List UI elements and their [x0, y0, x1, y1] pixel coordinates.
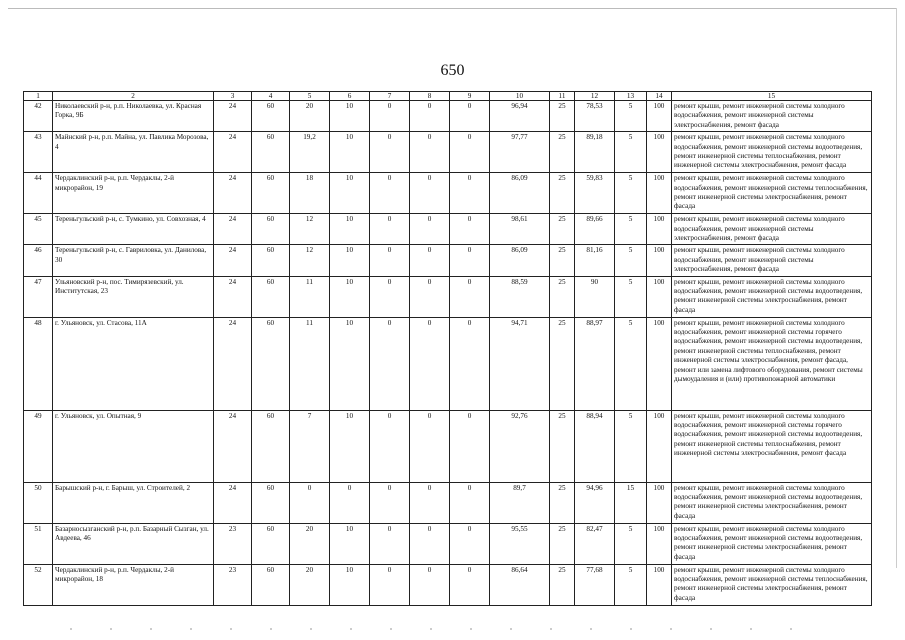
works-cell: ремонт крыши, ремонт инженерной системы холодного водоснабжения, ремонт инженерной системы электроснабжения, ремонт фасада	[672, 214, 872, 245]
value-cell: 20	[290, 523, 330, 564]
value-cell: 0	[450, 523, 490, 564]
value-cell: 15	[615, 482, 647, 523]
value-cell: 0	[370, 410, 410, 482]
value-cell: 0	[410, 482, 450, 523]
value-cell: 86,09	[490, 173, 550, 214]
works-cell: ремонт крыши, ремонт инженерной системы холодного водоснабжения, ремонт инженерной системы водоотведения, ремонт инженерной системы электроснабжения, ремонт фасада	[672, 523, 872, 564]
value-cell: 0	[410, 276, 450, 317]
address-cell: Базарносызганский р-н, р.п. Базарный Сызган, ул. Авдеева, 46	[53, 523, 214, 564]
page-number: 650	[440, 62, 465, 79]
value-cell: 100	[647, 523, 672, 564]
column-header: 12	[575, 92, 615, 101]
value-cell: 60	[252, 173, 290, 214]
value-cell: 10	[330, 523, 370, 564]
value-cell: 24	[214, 101, 252, 132]
value-cell: 10	[330, 214, 370, 245]
scan-artifact-line	[70, 628, 830, 630]
value-cell: 100	[647, 132, 672, 173]
value-cell: 100	[647, 276, 672, 317]
table-row	[24, 173, 872, 214]
value-cell: 92,76	[490, 410, 550, 482]
value-cell: 0	[450, 276, 490, 317]
value-cell: 5	[615, 214, 647, 245]
value-cell: 5	[615, 173, 647, 214]
value-cell: 25	[550, 245, 575, 276]
value-cell: 100	[647, 101, 672, 132]
value-cell: 42	[24, 101, 53, 132]
value-cell: 0	[330, 482, 370, 523]
value-cell: 60	[252, 564, 290, 605]
address-cell: Николаевский р-н, р.п. Николаевка, ул. Красная Горка, 9Б	[53, 101, 214, 132]
works-cell: ремонт крыши, ремонт инженерной системы холодного водоснабжения, ремонт инженерной системы водоотведения, ремонт инженерной системы электроснабжения, ремонт фасада	[672, 276, 872, 317]
value-cell: 0	[450, 173, 490, 214]
value-cell: 12	[290, 245, 330, 276]
address-cell: Тереньгульский р-н, с. Тумкино, ул. Совхозная, 4	[53, 214, 214, 245]
table-row	[24, 214, 872, 245]
value-cell: 52	[24, 564, 53, 605]
address-cell: Барышский р-н, г. Барыш, ул. Строителей, 2	[53, 482, 214, 523]
column-header: 10	[490, 92, 550, 101]
value-cell: 100	[647, 173, 672, 214]
address-cell: Майнский р-н, р.п. Майна, ул. Павлика Морозова, 4	[53, 132, 214, 173]
column-header: 15	[672, 92, 872, 101]
value-cell: 0	[410, 410, 450, 482]
value-cell: 10	[330, 245, 370, 276]
value-cell: 10	[330, 101, 370, 132]
value-cell: 60	[252, 482, 290, 523]
value-cell: 46	[24, 245, 53, 276]
value-cell: 5	[615, 410, 647, 482]
value-cell: 0	[370, 214, 410, 245]
value-cell: 20	[290, 101, 330, 132]
value-cell: 97,77	[490, 132, 550, 173]
value-cell: 81,16	[575, 245, 615, 276]
works-cell: ремонт крыши, ремонт инженерной системы холодного водоснабжения, ремонт инженерной системы теплоснабжения, ремонт инженерной системы электроснабжения, ремонт фасада	[672, 173, 872, 214]
value-cell: 0	[450, 410, 490, 482]
value-cell: 60	[252, 214, 290, 245]
works-cell: ремонт крыши, ремонт инженерной системы холодного водоснабжения, ремонт инженерной системы электроснабжения, ремонт фасада	[672, 101, 872, 132]
value-cell: 10	[330, 564, 370, 605]
value-cell: 51	[24, 523, 53, 564]
value-cell: 100	[647, 410, 672, 482]
value-cell: 25	[550, 101, 575, 132]
value-cell: 10	[330, 276, 370, 317]
column-header: 14	[647, 92, 672, 101]
column-header: 13	[615, 92, 647, 101]
value-cell: 24	[214, 482, 252, 523]
value-cell: 25	[550, 482, 575, 523]
value-cell: 94,71	[490, 317, 550, 410]
value-cell: 5	[615, 523, 647, 564]
value-cell: 0	[370, 101, 410, 132]
value-cell: 0	[370, 245, 410, 276]
value-cell: 100	[647, 564, 672, 605]
value-cell: 24	[214, 410, 252, 482]
value-cell: 0	[450, 132, 490, 173]
page-top-border	[8, 8, 896, 9]
value-cell: 49	[24, 410, 53, 482]
works-cell: ремонт крыши, ремонт инженерной системы холодного водоснабжения, ремонт инженерной системы горячего водоснабжения, ремонт инженерной системы водоотведения, ремонт инженерной системы теплоснабжения, ремонт инженерной системы электроснабжения, ремонт фасада	[672, 410, 872, 482]
works-cell: ремонт крыши, ремонт инженерной системы холодного водоснабжения, ремонт инженерной системы горячего водоснабжения, ремонт инженерной системы водоотведения, ремонт инженерной системы теплоснабжения, ремонт инженерной системы электроснабжения, ремонт фасада, ремонт или замена лифтового оборудования, ремонт системы дымоудаления и (или) противопожарной автоматики	[672, 317, 872, 410]
value-cell: 5	[615, 317, 647, 410]
value-cell: 60	[252, 132, 290, 173]
column-header: 9	[450, 92, 490, 101]
value-cell: 100	[647, 214, 672, 245]
value-cell: 18	[290, 173, 330, 214]
value-cell: 86,09	[490, 245, 550, 276]
table-row	[24, 276, 872, 317]
value-cell: 48	[24, 317, 53, 410]
column-header: 4	[252, 92, 290, 101]
value-cell: 96,94	[490, 101, 550, 132]
value-cell: 24	[214, 132, 252, 173]
value-cell: 20	[290, 564, 330, 605]
value-cell: 0	[410, 564, 450, 605]
page-right-border	[896, 8, 897, 568]
value-cell: 78,53	[575, 101, 615, 132]
value-cell: 89,7	[490, 482, 550, 523]
value-cell: 100	[647, 317, 672, 410]
value-cell: 5	[615, 276, 647, 317]
value-cell: 0	[450, 482, 490, 523]
value-cell: 94,96	[575, 482, 615, 523]
value-cell: 5	[615, 564, 647, 605]
value-cell: 0	[370, 132, 410, 173]
table-row	[24, 523, 872, 564]
value-cell: 10	[330, 317, 370, 410]
value-cell: 25	[550, 317, 575, 410]
table-row	[24, 410, 872, 482]
value-cell: 0	[370, 482, 410, 523]
value-cell: 0	[290, 482, 330, 523]
value-cell: 25	[550, 276, 575, 317]
value-cell: 5	[615, 245, 647, 276]
address-cell: Ульяновский р-н, пос. Тимирязевский, ул. Институтская, 23	[53, 276, 214, 317]
address-cell: Чердаклинский р-н, р.п. Чердаклы, 2-й микрорайон, 18	[53, 564, 214, 605]
table-row	[24, 101, 872, 132]
value-cell: 25	[550, 214, 575, 245]
value-cell: 95,55	[490, 523, 550, 564]
value-cell: 12	[290, 214, 330, 245]
value-cell: 88,97	[575, 317, 615, 410]
value-cell: 98,61	[490, 214, 550, 245]
value-cell: 0	[370, 276, 410, 317]
value-cell: 60	[252, 523, 290, 564]
value-cell: 50	[24, 482, 53, 523]
table-row	[24, 482, 872, 523]
address-cell: Чердаклинский р-н, р.п. Чердаклы, 2-й микрорайон, 19	[53, 173, 214, 214]
value-cell: 0	[370, 173, 410, 214]
column-header: 7	[370, 92, 410, 101]
value-cell: 60	[252, 245, 290, 276]
column-header: 8	[410, 92, 450, 101]
value-cell: 0	[410, 317, 450, 410]
value-cell: 0	[450, 245, 490, 276]
column-header: 1	[24, 92, 53, 101]
value-cell: 0	[410, 132, 450, 173]
value-cell: 0	[450, 101, 490, 132]
value-cell: 88,94	[575, 410, 615, 482]
value-cell: 0	[370, 523, 410, 564]
value-cell: 60	[252, 276, 290, 317]
works-cell: ремонт крыши, ремонт инженерной системы холодного водоснабжения, ремонт инженерной системы электроснабжения, ремонт фасада	[672, 245, 872, 276]
value-cell: 100	[647, 482, 672, 523]
table-row	[24, 245, 872, 276]
value-cell: 44	[24, 173, 53, 214]
value-cell: 24	[214, 317, 252, 410]
value-cell: 0	[370, 317, 410, 410]
value-cell: 77,68	[575, 564, 615, 605]
value-cell: 86,64	[490, 564, 550, 605]
value-cell: 43	[24, 132, 53, 173]
value-cell: 60	[252, 101, 290, 132]
value-cell: 60	[252, 410, 290, 482]
value-cell: 0	[410, 214, 450, 245]
value-cell: 47	[24, 276, 53, 317]
works-cell: ремонт крыши, ремонт инженерной системы холодного водоснабжения, ремонт инженерной системы теплоснабжения, ремонт инженерной системы электроснабжения, ремонт фасада	[672, 564, 872, 605]
value-cell: 24	[214, 173, 252, 214]
value-cell: 24	[214, 214, 252, 245]
value-cell: 25	[550, 523, 575, 564]
works-cell: ремонт крыши, ремонт инженерной системы холодного водоснабжения, ремонт инженерной системы водоотведения, ремонт инженерной системы теплоснабжения, ремонт инженерной системы электроснабжения, ремонт фасада	[672, 132, 872, 173]
value-cell: 60	[252, 317, 290, 410]
value-cell: 10	[330, 173, 370, 214]
value-cell: 23	[214, 523, 252, 564]
value-cell: 11	[290, 276, 330, 317]
table-row	[24, 564, 872, 605]
works-cell: ремонт крыши, ремонт инженерной системы холодного водоснабжения, ремонт инженерной системы водоотведения, ремонт инженерной системы электроснабжения, ремонт фасада	[672, 482, 872, 523]
value-cell: 0	[450, 564, 490, 605]
table-row	[24, 132, 872, 173]
value-cell: 25	[550, 410, 575, 482]
value-cell: 0	[410, 101, 450, 132]
value-cell: 11	[290, 317, 330, 410]
value-cell: 0	[450, 214, 490, 245]
value-cell: 7	[290, 410, 330, 482]
column-header: 6	[330, 92, 370, 101]
value-cell: 0	[410, 173, 450, 214]
value-cell: 24	[214, 245, 252, 276]
value-cell: 25	[550, 173, 575, 214]
column-header: 5	[290, 92, 330, 101]
column-header: 3	[214, 92, 252, 101]
value-cell: 19,2	[290, 132, 330, 173]
table-row	[24, 317, 872, 410]
value-cell: 25	[550, 564, 575, 605]
value-cell: 5	[615, 101, 647, 132]
address-cell: г. Ульяновск, ул. Опытная, 9	[53, 410, 214, 482]
value-cell: 89,66	[575, 214, 615, 245]
value-cell: 0	[450, 317, 490, 410]
value-cell: 10	[330, 132, 370, 173]
column-header: 11	[550, 92, 575, 101]
repair-program-table	[23, 91, 872, 606]
value-cell: 10	[330, 410, 370, 482]
address-cell: г. Ульяновск, ул. Стасова, 11А	[53, 317, 214, 410]
value-cell: 0	[410, 245, 450, 276]
value-cell: 5	[615, 132, 647, 173]
value-cell: 82,47	[575, 523, 615, 564]
value-cell: 0	[370, 564, 410, 605]
value-cell: 25	[550, 132, 575, 173]
value-cell: 90	[575, 276, 615, 317]
address-cell: Тереньгульский р-н, с. Гавриловка, ул. Данилова, 30	[53, 245, 214, 276]
value-cell: 59,83	[575, 173, 615, 214]
column-header: 2	[53, 92, 214, 101]
value-cell: 23	[214, 564, 252, 605]
value-cell: 88,59	[490, 276, 550, 317]
value-cell: 89,18	[575, 132, 615, 173]
column-number-row	[24, 92, 872, 101]
value-cell: 24	[214, 276, 252, 317]
value-cell: 45	[24, 214, 53, 245]
value-cell: 100	[647, 245, 672, 276]
value-cell: 0	[410, 523, 450, 564]
